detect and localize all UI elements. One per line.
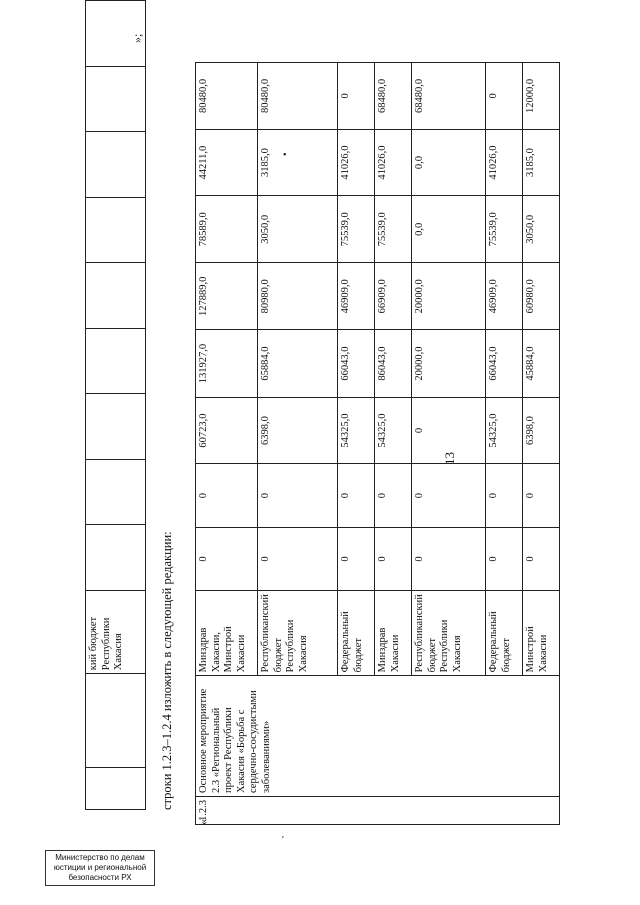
table-cell [86,132,146,198]
value-cell: 66043,0 [486,330,523,397]
value-cell: 60723,0 [196,397,258,464]
value-cell: 80480,0 [258,63,338,130]
closing-quote: »; [130,33,144,43]
source-cell: Республиканский бюджет Республики Хакасия [258,591,338,676]
value-cell: 0,0 [412,129,486,196]
stamp-line: юстиции и региональной [53,863,147,872]
value-cell: 75539,0 [486,196,523,263]
table-cell [86,459,146,525]
value-cell: 54325,0 [486,397,523,464]
value-cell: 0 [412,527,486,590]
value-cell: 0 [338,63,375,130]
table-row [196,1,258,825]
source-cell: Республиканский бюджет Республики Хакасия [412,591,486,676]
value-cell: 3185,0 [258,129,338,196]
opening-quote: « [196,819,210,825]
value-cell: 68480,0 [412,63,486,130]
stamp-line: безопасности РХ [68,873,132,882]
table-cell [86,263,146,329]
value-cell: 80980,0 [258,263,338,330]
table-cell [86,394,146,460]
value-cell: 60980,0 [523,263,560,330]
value-cell: 0 [412,464,486,527]
value-cell: 46909,0 [338,263,375,330]
value-cell: 0 [523,527,560,590]
value-cell: 44211,0 [196,129,258,196]
value-cell: 0 [258,527,338,590]
activity-name: Основное мероприятие 2.3 «Региональный проект Республики Хакасия «Борьба с сердечно-сосудистыми заболеваниями» [196,676,560,797]
table-row [86,1,146,810]
value-cell: 75539,0 [375,196,412,263]
value-cell: 0 [338,464,375,527]
source-cell: Минстрой Хакасии [523,591,560,676]
table-cell [86,66,146,132]
value-cell: 0 [486,527,523,590]
value-cell: 20000,0 [412,330,486,397]
scan-mark: • [283,150,287,161]
ministry-stamp [45,850,155,886]
value-cell: 0 [338,527,375,590]
value-cell: 131927,0 [196,330,258,397]
source-cell: Федеральный бюджет [486,591,523,676]
value-cell: 0 [196,527,258,590]
budget-table [195,0,560,825]
value-cell: 0 [375,527,412,590]
value-cell: 127889,0 [196,263,258,330]
value-cell: 0 [486,63,523,130]
value-cell: 54325,0 [375,397,412,464]
value-cell: 3185,0 [523,129,560,196]
value-cell: 6398,0 [258,397,338,464]
value-cell: 3050,0 [523,196,560,263]
value-cell: 3050,0 [258,196,338,263]
value-cell: 20000,0 [412,263,486,330]
value-cell: 66043,0 [338,330,375,397]
value-cell: 0 [486,464,523,527]
value-cell: 12000,0 [523,63,560,130]
source-cell: Минздрав Хакасии [375,591,412,676]
value-cell: 0 [375,464,412,527]
value-cell: 0,0 [412,196,486,263]
value-cell: 75539,0 [338,196,375,263]
value-cell: 41026,0 [338,129,375,196]
table-cell [86,197,146,263]
value-cell: 0 [196,464,258,527]
value-cell: 0 [523,464,560,527]
source-cell: Минздрав Хакасии, Минстрой Хакасии [196,591,258,676]
value-cell: 41026,0 [375,129,412,196]
value-cell: 0 [258,464,338,527]
table-cell [86,328,146,394]
row-number: 1.2.3 [196,797,560,825]
value-cell: 41026,0 [486,129,523,196]
value-cell: 78589,0 [196,196,258,263]
value-cell: 46909,0 [486,263,523,330]
value-cell: 80480,0 [196,63,258,130]
value-cell: 68480,0 [375,63,412,130]
stamp-line: Министерство по делам [55,853,145,862]
page-number: 13 [442,452,457,465]
scan-mark: ' [282,835,284,846]
value-cell: 6398,0 [523,397,560,464]
table-cell [86,525,146,591]
intro-text: строки 1.2.3–1.2.4 изложить в следующей редакции: [160,531,174,810]
table-cell: кий бюджет Республики Хакасия [86,591,146,674]
source-cell: Федеральный бюджет [338,591,375,676]
value-cell: 45884,0 [523,330,560,397]
value-cell: 65884,0 [258,330,338,397]
table-cell [86,767,146,809]
value-cell: 66909,0 [375,263,412,330]
value-cell: 86043,0 [375,330,412,397]
table-cell [86,674,146,767]
value-cell: 0 [412,397,486,464]
value-cell: 54325,0 [338,397,375,464]
table-continuation [85,0,146,810]
